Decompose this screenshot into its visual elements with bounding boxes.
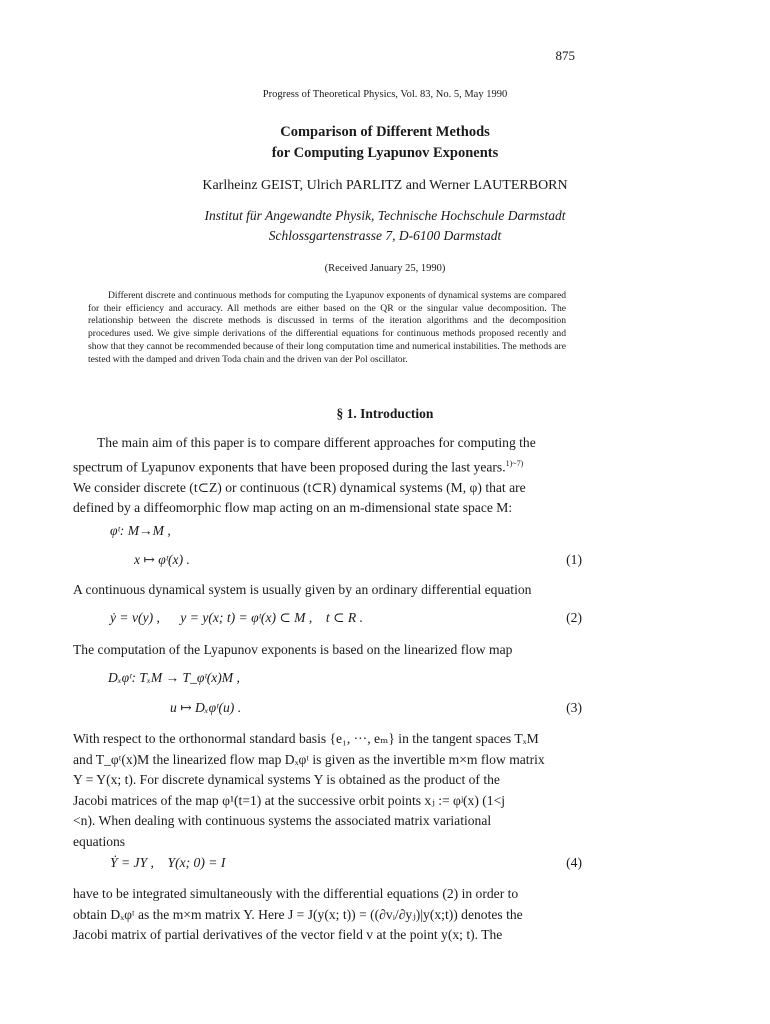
equation-1-number: (1) <box>566 552 582 567</box>
title-line-1: Comparison of Different Methods <box>280 124 490 140</box>
equation-1a: φᵗ: M→M , <box>110 523 171 538</box>
equation-1b: x ↦ φᵗ(x) . <box>134 552 190 567</box>
para4-line-5: <n). When dealing with continuous systems the associated matrix variational <box>73 813 492 828</box>
paragraph-1 <box>73 433 583 519</box>
para1-line-1: The main aim of this paper is to compare different approaches for computing the <box>97 435 536 450</box>
paragraph-3: The computation of the Lyapunov exponents is based on the linearized flow map <box>73 642 513 657</box>
reference-marker: 1)~7) <box>505 458 524 468</box>
equation-4: Ẏ = JY , Y(x; 0) = I <box>110 855 226 870</box>
equation-2-number: (2) <box>566 610 582 625</box>
received-date: (Received January 25, 1990) <box>324 263 446 274</box>
affiliation-line-1: Institut für Angewandte Physik, Technische Hochschule Darmstadt <box>204 208 566 223</box>
equation-3b: u ↦ Dₓφᵗ(u) . <box>170 700 242 715</box>
para4-line-6: equations <box>73 833 126 849</box>
para5-line-1: have to be integrated simultaneously with the differential equations (2) in order to <box>73 886 519 901</box>
equation-3-number: (3) <box>566 700 582 715</box>
para4-line-2: and T_φᵗ(x)M the linearized flow map Dₓφᵗ is given as the invertible m×m flow matrix <box>73 751 545 767</box>
paragraph-5 <box>73 884 583 946</box>
para5-line-3: Jacobi matrix of partial derivatives of the vector field v at the point y(x; t). The <box>73 927 503 942</box>
paragraph-4 <box>73 729 583 852</box>
paragraph-2: A continuous dynamical system is usually given by an ordinary differential equation <box>73 582 532 597</box>
paper-title <box>0 122 770 164</box>
equation-4-number: (4) <box>566 855 582 870</box>
para5-line-2: obtain Dₓφᵗ as the m×m matrix Y. Here J = J(y(x; t)) = ((∂vᵢ/∂yⱼ)|y(x;t)) denotes the <box>73 906 523 922</box>
title-line-2: for Computing Lyapunov Exponents <box>271 145 499 161</box>
abstract: Different discrete and continuous methods for computing the Lyapunov exponents of dynamical systems are compared for their efficiency and accuracy. All methods are either based on the QR or the singular value decomposition. The relationship between the discrete methods is discussed in terms of the iteration algorithms and the decomposition procedures used. We give simple derivations of the differential equations for continuous methods proposed recently and show that they cannot be recommended because of their long computation time and numerical instabilities. The methods are tested with the damped and driven Toda chain and the driven van der Pol oscillator. <box>88 290 566 365</box>
equation-2: ẏ = v(y) , y = y(x; t) = φᵗ(x) ⊂ M , t ⊂ R . <box>110 610 363 625</box>
para4-line-3: Y = Y(x; t). For discrete dynamical systems Y is obtained as the product of the <box>73 772 500 787</box>
para1-line-3: We consider discrete (t⊂Z) or continuous (t⊂R) dynamical systems (M, φ) that are <box>73 479 526 495</box>
page-number: 875 <box>555 48 575 63</box>
para4-line-4: Jacobi matrices of the map φ¹(t=1) at the successive orbit points xⱼ := φʲ(x) (1<j <box>73 792 506 808</box>
journal-line: Progress of Theoretical Physics, Vol. 83, No. 5, May 1990 <box>262 89 508 100</box>
equation-3a: Dₓφᵗ: TₓM → T_φᵗ(x)M , <box>108 670 240 685</box>
para4-line-1: With respect to the orthonormal standard basis {e₁, ···, eₘ} in the tangent spaces TₓM <box>73 731 539 746</box>
para1-line-2: spectrum of Lyapunov exponents that have been proposed during the last years.$^{1)\sim 7)}$ <box>73 458 524 475</box>
section-heading: § 1. Introduction <box>336 406 434 421</box>
affiliation <box>0 206 770 246</box>
affiliation-line-2: Schlossgartenstrasse 7, D-6100 Darmstadt <box>268 228 502 243</box>
authors: Karlheinz GEIST, Ulrich PARLITZ and Werner LAUTERBORN <box>202 178 568 193</box>
para1-line-4: defined by a diffeomorphic flow map acting on an m-dimensional state space M: <box>73 500 513 516</box>
